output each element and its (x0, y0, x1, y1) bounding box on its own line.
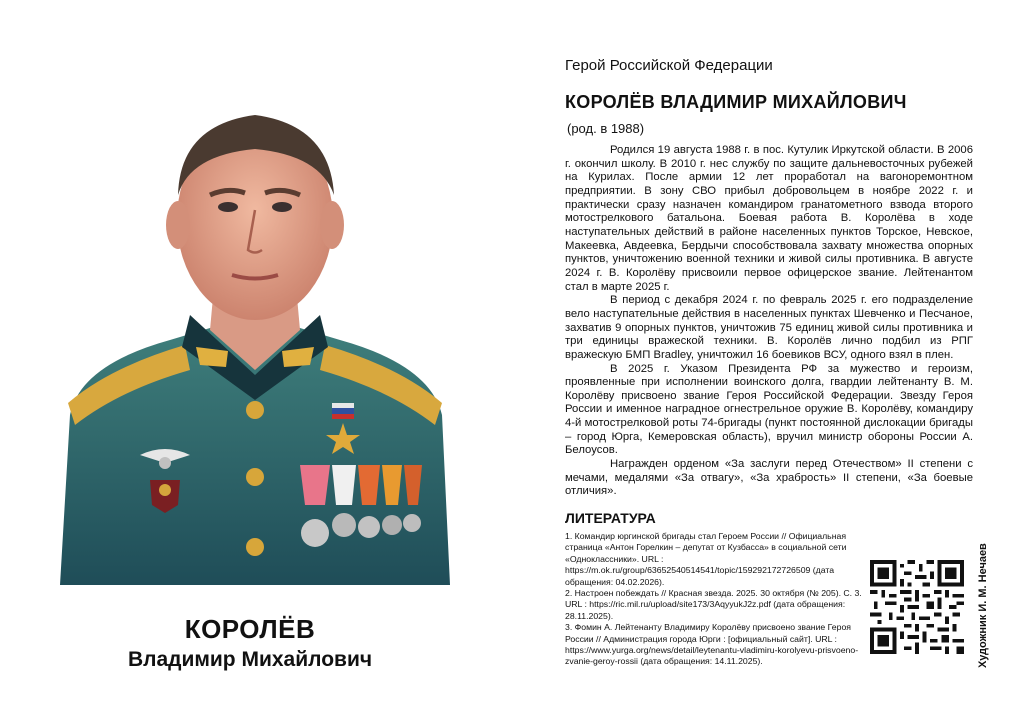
bio-paragraph: В период с декабря 2024 г. по февраль 2025 г. его подразделение вело наступательные действия в населенных пунктах Шевченко и Песчаное, захватив 9 опорных пунктов, уничтожив 75 единиц живой силы противника и три единицы вражеской техники. В. Королёв лично подбил из РПГ вражескую БМП Bradley, уничтожил 16 боевиков ВСУ, одного взял в плен. (565, 294, 973, 361)
portrait-caption-name: Владимир Михайлович (127, 648, 373, 671)
bio-paragraph: Родился 19 августа 1988 г. в пос. Кутулик Иркутской области. В 2006 г. окончил школу. В 2010 г. нес службу по защите дальневосточных рубежей на Курилах. После армии 12 лет проработал на вагоноремонтном предприятии. В зону СВО прибыл добровольцем в ноябре 2022 г. и практически сразу назначен командиром гранатометного взвода второго мотострелкового батальона. Боевая работа В. Королёва в ходе наступательных действий в районе населенных пунктов Торское, Невское, Макеевка, Авдеевка, Бердычи способствовала захвату множества опорных пунктов, уничтожению военной техники и живой силы противника. В августе 2024 г. В. Королёву присвоили первое офицерское звание. Лейтенантом стал в марте 2025 г. (565, 144, 973, 293)
hero-title-subtitle: Герой Российской Федерации (565, 57, 773, 74)
page-title: КОРОЛЁВ ВЛАДИМИР МИХАЙЛОВИЧ (565, 92, 907, 112)
literature-item: 1. Командир юргинской бригады стал Героем России // Официальная страница «Антон Горелкин – депутат от Кузбасса» в социальной сети «Одноклассники». URL : https://m.ok.ru/group/63652540514541/topic/159292172726509 (дата обращения: 04.02.2026). (565, 531, 847, 587)
qr-code[interactable] (870, 560, 964, 654)
portrait-illustration (50, 85, 460, 585)
literature-item: 3. Фомин А. Лейтенанту Владимиру Королёву присвоено звание Героя России // Администрация города Юрги : [официальный сайт]. URL : https://www.yurga.org/news/detail/leytenantu-vladimiru-korolyevu-prisvoeno-zvanie-geroy-rossii (дата обращения: 14.11.2025). (565, 622, 859, 667)
artist-credit: Художник И. М. Нечаев (977, 543, 989, 668)
portrait-caption-surname: КОРОЛЁВ (184, 614, 316, 644)
birth-year: (род. в 1988) (567, 121, 645, 136)
bio-paragraph: В 2025 г. Указом Президента РФ за мужество и героизм, проявленные при исполнении воинского долга, гвардии лейтенанту В. М. Королёву присвоено звание Героя Российской Федерации. Звезду Героя России и именное наградное огнестрельное оружие В. Королёву, командиру 4-й мотострелковой роты 74-бригады (пункт постоянной дислокации бригады – город Юрга, Кемеровская область), вручил министр обороны России А. Белоусов. (565, 362, 973, 457)
biography (565, 144, 973, 499)
literature-heading: ЛИТЕРАТУРА (565, 510, 656, 526)
bio-paragraph: Награжден орденом «За заслуги перед Отечеством» II степени с мечами, медалями «За отвагу», «За храбрость» II степени, «За боевые отличия». (565, 458, 973, 498)
literature-item: 2. Настроен побеждать // Красная звезда. 2025. 30 октября (№ 205). С. 3. URL : https://ric.mil.ru/upload/site173/3AqyyukJ2z.pdf (дата обращения: 28.11.2025). (565, 588, 862, 621)
literature-list (565, 531, 865, 668)
